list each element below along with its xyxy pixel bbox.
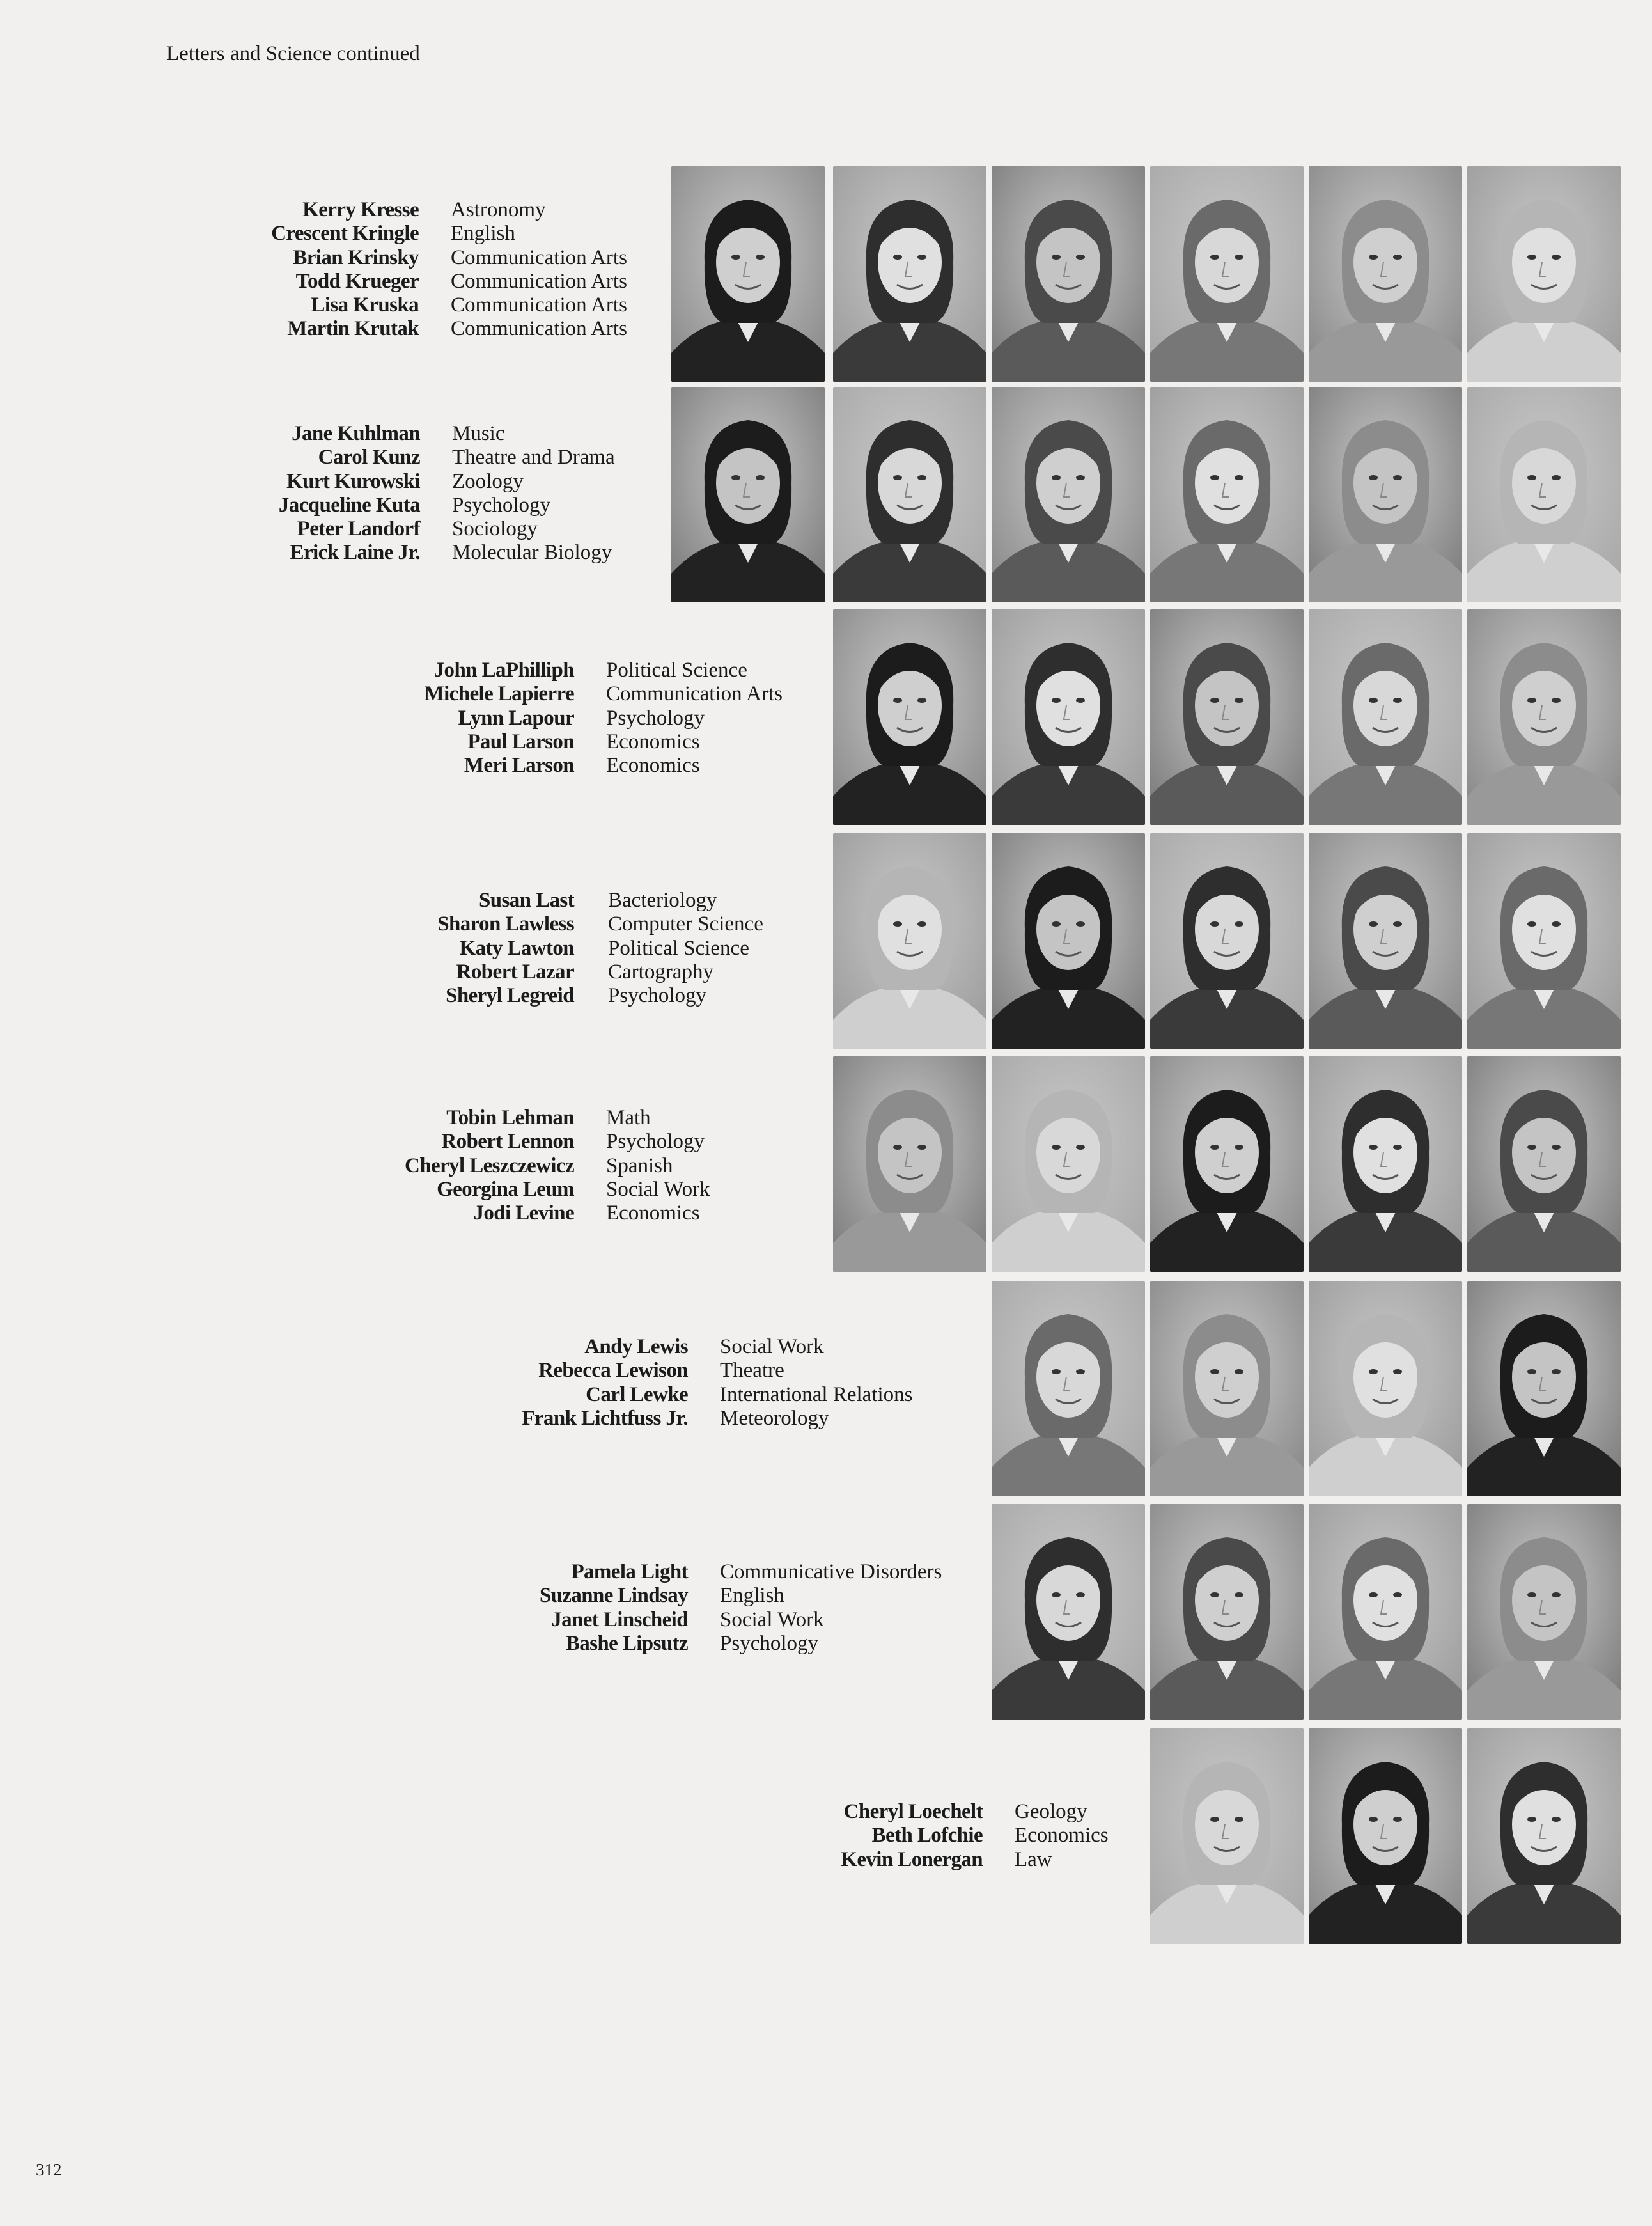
student-portrait-photo	[833, 166, 986, 382]
student-name: Frank Lichtfuss Jr.	[522, 1406, 688, 1430]
student-major: Sociology	[452, 517, 538, 541]
student-major: Computer Science	[608, 913, 763, 936]
student-portrait-photo	[1309, 1056, 1462, 1272]
student-major: English	[451, 222, 515, 246]
student-portrait-photo	[1150, 1056, 1304, 1272]
student-name: Kevin Lonergan	[841, 1847, 983, 1871]
student-major: Political Science	[606, 659, 747, 682]
student-major: Psychology	[720, 1631, 819, 1655]
student-majors-row-1	[451, 198, 627, 341]
student-name: Jane Kuhlman	[292, 422, 420, 445]
page-number: 312	[36, 2160, 62, 2179]
student-portrait-photo	[992, 387, 1145, 602]
student-portrait-photo	[1150, 166, 1304, 382]
student-portrait-photo	[1467, 1281, 1621, 1496]
student-major: Economics	[606, 754, 700, 778]
student-name: Lisa Kruska	[311, 294, 419, 317]
student-name: Brian Krinsky	[293, 246, 419, 269]
student-name: Carol Kunz	[318, 446, 420, 469]
student-major: Communication Arts	[451, 317, 627, 341]
student-major: Communicative Disorders	[720, 1560, 942, 1583]
student-major: Communication Arts	[451, 269, 627, 293]
student-name: Jodi Levine	[473, 1202, 574, 1225]
student-major: Economics	[606, 1202, 700, 1225]
student-portrait-photo	[1309, 833, 1462, 1049]
student-names-row-8	[841, 1800, 983, 1872]
student-portrait-photo	[992, 166, 1145, 382]
student-major: International Relations	[720, 1383, 913, 1406]
student-portrait-photo	[1467, 833, 1621, 1049]
student-name: Michele Lapierre	[424, 682, 574, 706]
student-names-row-1	[271, 198, 419, 341]
student-name: Kerry Kresse	[302, 198, 419, 221]
student-majors-row-5	[606, 1106, 710, 1225]
page-header: Letters and Science continued	[166, 42, 420, 65]
student-portrait-photo	[833, 1056, 986, 1272]
student-name: Kurt Kurowski	[286, 469, 420, 493]
student-majors-row-7	[720, 1560, 942, 1656]
student-major: Theatre and Drama	[452, 446, 615, 469]
student-name: Andy Lewis	[584, 1335, 688, 1358]
student-portrait-photo	[1150, 387, 1304, 602]
student-major: Music	[452, 422, 505, 445]
student-portrait-photo	[1150, 1281, 1304, 1496]
student-portrait-photo	[1467, 609, 1621, 825]
student-name: Cheryl Loechelt	[843, 1800, 983, 1823]
student-major: Psychology	[606, 706, 705, 730]
student-name: Rebecca Lewison	[538, 1359, 688, 1383]
student-major: Psychology	[606, 1130, 705, 1154]
student-major: Bacteriology	[608, 889, 717, 912]
student-portrait-photo	[671, 166, 825, 382]
student-portrait-photo	[1309, 1728, 1462, 1944]
student-name: Susan Last	[479, 889, 574, 912]
student-name: Sharon Lawless	[437, 913, 574, 936]
student-major: Zoology	[452, 469, 524, 493]
student-names-row-5	[405, 1106, 574, 1225]
student-name: Pamela Light	[571, 1560, 688, 1583]
student-name: Meri Larson	[464, 754, 574, 778]
student-portrait-photo	[833, 609, 986, 825]
student-name: Suzanne Lindsay	[539, 1584, 688, 1608]
student-name: Janet Linscheid	[551, 1608, 688, 1631]
student-name: Robert Lennon	[441, 1130, 574, 1154]
student-portrait-photo	[1467, 1056, 1621, 1272]
student-portrait-photo	[1467, 1504, 1621, 1720]
student-major: Social Work	[606, 1177, 710, 1201]
student-name: Todd Krueger	[295, 269, 419, 293]
student-name: Carl Lewke	[586, 1383, 688, 1406]
student-names-row-6	[522, 1335, 688, 1430]
student-name: Katy Lawton	[459, 936, 574, 960]
student-major: Cartography	[608, 960, 713, 984]
student-major: Economics	[606, 730, 700, 753]
student-portrait-photo	[833, 833, 986, 1049]
student-majors-row-3	[606, 659, 783, 778]
student-portrait-photo	[833, 387, 986, 602]
student-portrait-photo	[992, 1504, 1145, 1720]
student-portrait-photo	[1150, 1504, 1304, 1720]
student-majors-row-6	[720, 1335, 913, 1430]
student-names-row-7	[540, 1560, 688, 1656]
student-portrait-photo	[1309, 387, 1462, 602]
student-portrait-photo	[1150, 609, 1304, 825]
student-portrait-photo	[1309, 609, 1462, 825]
student-major: Math	[606, 1106, 651, 1129]
student-major: Communication Arts	[606, 682, 783, 706]
student-majors-row-2	[452, 422, 615, 565]
student-majors-row-4	[608, 889, 763, 1008]
student-name: Peter Landorf	[297, 517, 420, 541]
student-major: Social Work	[720, 1335, 824, 1358]
student-portrait-photo	[1467, 1728, 1621, 1944]
student-name: Beth Lofchie	[871, 1824, 983, 1847]
student-name: Bashe Lipsutz	[565, 1631, 688, 1655]
student-name: Cheryl Leszczewicz	[405, 1154, 574, 1177]
student-major: Geology	[1015, 1800, 1087, 1823]
student-portrait-photo	[1150, 1728, 1304, 1944]
student-major: Astronomy	[451, 198, 546, 221]
student-major: Meteorology	[720, 1406, 829, 1430]
student-major: Law	[1015, 1847, 1052, 1871]
student-major: Social Work	[720, 1608, 824, 1631]
student-portrait-photo	[992, 609, 1145, 825]
student-major: Spanish	[606, 1154, 673, 1177]
student-names-row-3	[425, 659, 574, 778]
student-major: Economics	[1015, 1824, 1109, 1847]
student-portrait-photo	[1309, 166, 1462, 382]
student-major: Political Science	[608, 936, 749, 960]
student-name: Crescent Kringle	[271, 222, 419, 246]
student-portrait-photo	[992, 1281, 1145, 1496]
student-portrait-photo	[1309, 1504, 1462, 1720]
student-portrait-photo	[1309, 1281, 1462, 1496]
student-name: Martin Krutak	[287, 317, 419, 341]
student-major: Communication Arts	[451, 246, 627, 269]
student-portrait-photo	[1467, 387, 1621, 602]
student-portrait-photo	[992, 833, 1145, 1049]
student-major: Communication Arts	[451, 294, 627, 317]
student-portrait-photo	[1467, 166, 1621, 382]
student-name: Erick Laine Jr.	[290, 541, 420, 565]
student-name: Tobin Lehman	[446, 1106, 574, 1129]
student-major: English	[720, 1584, 784, 1608]
student-names-row-4	[437, 889, 574, 1008]
student-name: Paul Larson	[467, 730, 574, 753]
student-major: Psychology	[608, 984, 707, 1008]
student-majors-row-8	[1015, 1800, 1109, 1872]
student-names-row-2	[279, 422, 420, 565]
student-major: Molecular Biology	[452, 541, 612, 565]
student-name: John LaPhilliph	[433, 659, 574, 682]
student-name: Sheryl Legreid	[446, 984, 574, 1008]
student-name: Robert Lazar	[456, 960, 574, 984]
student-portrait-photo	[1150, 833, 1304, 1049]
student-major: Theatre	[720, 1359, 784, 1383]
student-portrait-photo	[992, 1056, 1145, 1272]
student-portrait-photo	[671, 387, 825, 602]
student-name: Georgina Leum	[437, 1177, 574, 1201]
student-major: Psychology	[452, 493, 551, 517]
student-name: Jacqueline Kuta	[278, 493, 420, 517]
student-name: Lynn Lapour	[458, 706, 574, 730]
